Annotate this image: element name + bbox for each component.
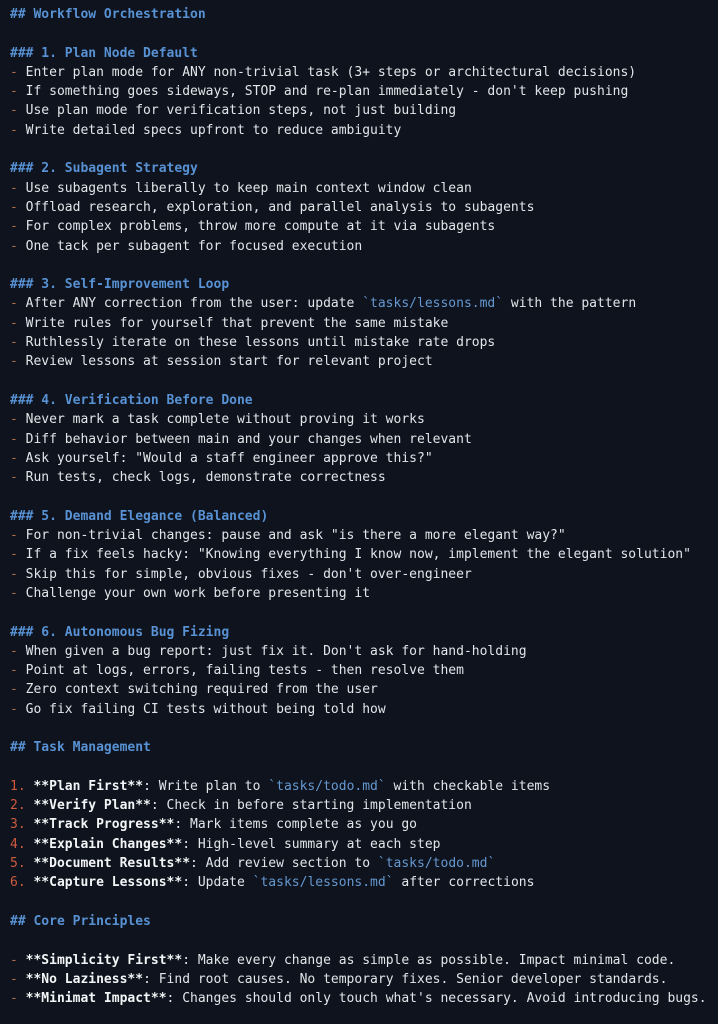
bullet-marker: - xyxy=(10,64,26,80)
list-number: 2. xyxy=(10,798,34,814)
markdown-document xyxy=(10,5,714,1008)
text-span: **Minimat Impact** xyxy=(25,991,167,1007)
text-span: : High-level summary at each step xyxy=(182,836,441,852)
doc-line xyxy=(10,179,714,198)
text-span: ## Core Principles xyxy=(10,913,151,929)
list-number: 6. xyxy=(10,875,34,891)
text-span: after corrections xyxy=(393,875,535,891)
doc-line xyxy=(10,314,714,333)
doc-line xyxy=(10,700,714,719)
text-span: **Document Results** xyxy=(33,856,191,872)
text-span: ## Task Management xyxy=(10,740,151,756)
doc-line xyxy=(10,140,714,159)
doc-line xyxy=(10,468,714,487)
doc-line xyxy=(10,951,714,970)
doc-line xyxy=(10,63,714,82)
text-span: If a fix feels hacky: "Knowing everything I know now, implement the elegant solution" xyxy=(25,547,691,563)
inline-code: `tasks/lessons.md` xyxy=(362,296,504,312)
doc-line xyxy=(10,584,714,603)
inline-code: `tasks/todo.md` xyxy=(377,856,496,872)
bullet-marker: - xyxy=(10,991,26,1007)
doc-line xyxy=(10,430,714,449)
doc-line xyxy=(10,526,714,545)
bullet-marker: - xyxy=(10,682,26,698)
doc-line xyxy=(10,970,714,989)
text-span: **Track Progress** xyxy=(33,817,175,833)
text-span: : Check in before starting implementation xyxy=(150,798,472,814)
doc-line xyxy=(10,410,714,429)
text-span: For complex problems, throw more compute at it via subagents xyxy=(25,219,496,235)
doc-line xyxy=(10,237,714,256)
heading-autonomous-bug-fizing xyxy=(10,623,714,642)
text-span: When given a bug report: just fix it. Don't ask for hand-holding xyxy=(25,643,527,659)
doc-line xyxy=(10,854,714,873)
text-span: Enter plan mode for ANY non-trivial task (3+ steps or architectural decisions) xyxy=(25,64,637,80)
text-span: ### 1. Plan Node Default xyxy=(10,45,198,61)
doc-line xyxy=(10,217,714,236)
bullet-marker: - xyxy=(10,219,26,235)
text-span: ### 5. Demand Elegance (Balanced) xyxy=(10,508,269,524)
bullet-marker: - xyxy=(10,238,26,254)
heading-plan-node-default xyxy=(10,44,714,63)
text-span: Write rules for yourself that prevent the same mistake xyxy=(25,315,449,331)
bullet-marker: - xyxy=(10,335,26,351)
text-span: After ANY correction from the user: update xyxy=(25,296,363,312)
text-span: ## Workflow Orchestration xyxy=(10,7,206,22)
text-span: : Mark items complete as you go xyxy=(174,817,418,833)
doc-line xyxy=(10,372,714,391)
bullet-marker: - xyxy=(10,663,26,679)
text-span: Review lessons at session start for relevant project xyxy=(25,354,433,370)
text-span: Never mark a task complete without proving it works xyxy=(25,412,425,428)
list-number: 1. xyxy=(10,778,34,794)
doc-line xyxy=(10,294,714,313)
doc-line xyxy=(10,873,714,892)
text-span: Run tests, check logs, demonstrate correctness xyxy=(25,470,386,486)
bullet-marker: - xyxy=(10,199,26,215)
text-span: Use subagents liberally to keep main context window clean xyxy=(25,180,472,196)
text-span: **No Laziness** xyxy=(25,971,144,987)
heading-task-management xyxy=(10,738,714,757)
doc-line xyxy=(10,835,714,854)
bullet-marker: - xyxy=(10,566,26,582)
text-span: **Explain Changes** xyxy=(33,836,183,852)
doc-line xyxy=(10,333,714,352)
doc-line xyxy=(10,719,714,738)
text-span: ### 3. Self-Improvement Loop xyxy=(10,277,230,293)
text-span: Write detailed specs upfront to reduce ambiguity xyxy=(25,122,402,138)
text-span: ### 2. Subagent Strategy xyxy=(10,161,198,177)
doc-line xyxy=(10,796,714,815)
bullet-marker: - xyxy=(10,701,26,717)
doc-line xyxy=(10,758,714,777)
bullet-marker: - xyxy=(10,412,26,428)
doc-line xyxy=(10,565,714,584)
text-span: Diff behavior between main and your changes when relevant xyxy=(25,431,472,447)
doc-line xyxy=(10,101,714,120)
bullet-marker: - xyxy=(10,528,26,544)
text-span: If something goes sideways, STOP and re-plan immediately - don't keep pushing xyxy=(25,84,629,100)
bullet-marker: - xyxy=(10,470,26,486)
text-span: Ruthlessly iterate on these lessons until mistake rate drops xyxy=(25,335,496,351)
doc-line xyxy=(10,545,714,564)
text-span: **Simplicity First** xyxy=(25,952,183,968)
doc-line xyxy=(10,815,714,834)
heading-workflow-orchestration xyxy=(10,5,714,24)
bullet-marker: - xyxy=(10,315,26,331)
doc-line xyxy=(10,777,714,796)
bullet-marker: - xyxy=(10,122,26,138)
bullet-marker: - xyxy=(10,952,26,968)
doc-line xyxy=(10,198,714,217)
doc-line xyxy=(10,24,714,43)
text-span: Challenge your own work before presenting it xyxy=(25,585,371,601)
text-span: **Plan First** xyxy=(33,778,144,794)
text-span: ### 6. Autonomous Bug Fizing xyxy=(10,624,230,640)
text-span: : Find root causes. No temporary fixes. Senior developer standards. xyxy=(143,971,668,987)
text-span: Go fix failing CI tests without being told how xyxy=(25,701,386,717)
doc-line xyxy=(10,256,714,275)
bullet-marker: - xyxy=(10,643,26,659)
bullet-marker: - xyxy=(10,971,26,987)
text-span: Point at logs, errors, failing tests - then resolve them xyxy=(25,663,464,679)
text-span: : Make every change as simple as possible. Impact minimal code. xyxy=(182,952,676,968)
heading-subagent-strategy xyxy=(10,159,714,178)
text-span: : Changes should only touch what's necessary. Avoid introducing bugs. xyxy=(166,991,707,1007)
bullet-marker: - xyxy=(10,547,26,563)
bullet-marker: - xyxy=(10,296,26,312)
inline-code: `tasks/todo.md` xyxy=(268,778,386,794)
bullet-marker: - xyxy=(10,450,26,466)
doc-line xyxy=(10,82,714,101)
bullet-marker: - xyxy=(10,431,26,447)
text-span: **Capture Lessons** xyxy=(33,875,183,891)
text-span: Use plan mode for verification steps, not just building xyxy=(25,103,457,119)
doc-line xyxy=(10,603,714,622)
heading-self-improvement-loop xyxy=(10,275,714,294)
bullet-marker: - xyxy=(10,585,26,601)
text-span: with the pattern xyxy=(503,296,637,312)
bullet-marker: - xyxy=(10,103,26,119)
text-span: For non-trivial changes: pause and ask "is there a more elegant way?" xyxy=(25,528,566,544)
doc-line xyxy=(10,487,714,506)
doc-line xyxy=(10,121,714,140)
doc-line xyxy=(10,642,714,661)
list-number: 4. xyxy=(10,836,34,852)
heading-verification-before-done xyxy=(10,391,714,410)
text-span: : Write plan to xyxy=(143,778,269,794)
inline-code: `tasks/lessons.md` xyxy=(252,875,394,891)
heading-core-principles xyxy=(10,912,714,931)
doc-line xyxy=(10,680,714,699)
text-span: Skip this for simple, obvious fixes - don't over-engineer xyxy=(25,566,472,582)
heading-demand-elegance xyxy=(10,507,714,526)
doc-line xyxy=(10,931,714,950)
doc-line xyxy=(10,989,714,1008)
text-span: : Update xyxy=(182,875,253,891)
doc-line xyxy=(10,449,714,468)
text-span: One tack per subagent for focused execution xyxy=(25,238,363,254)
text-span: : Add review section to xyxy=(190,856,378,872)
list-number: 3. xyxy=(10,817,34,833)
text-span: Ask yourself: "Would a staff engineer approve this?" xyxy=(25,450,433,466)
bullet-marker: - xyxy=(10,354,26,370)
text-span: with checkable items xyxy=(385,778,551,794)
doc-line xyxy=(10,352,714,371)
doc-line xyxy=(10,661,714,680)
bullet-marker: - xyxy=(10,84,26,100)
doc-line xyxy=(10,893,714,912)
text-span: Zero context switching required from the user xyxy=(25,682,378,698)
text-span: ### 4. Verification Before Done xyxy=(10,392,253,408)
text-span: **Verify Plan** xyxy=(33,798,151,814)
text-span: Offload research, exploration, and parallel analysis to subagents xyxy=(25,199,535,215)
list-number: 5. xyxy=(10,856,34,872)
bullet-marker: - xyxy=(10,180,26,196)
